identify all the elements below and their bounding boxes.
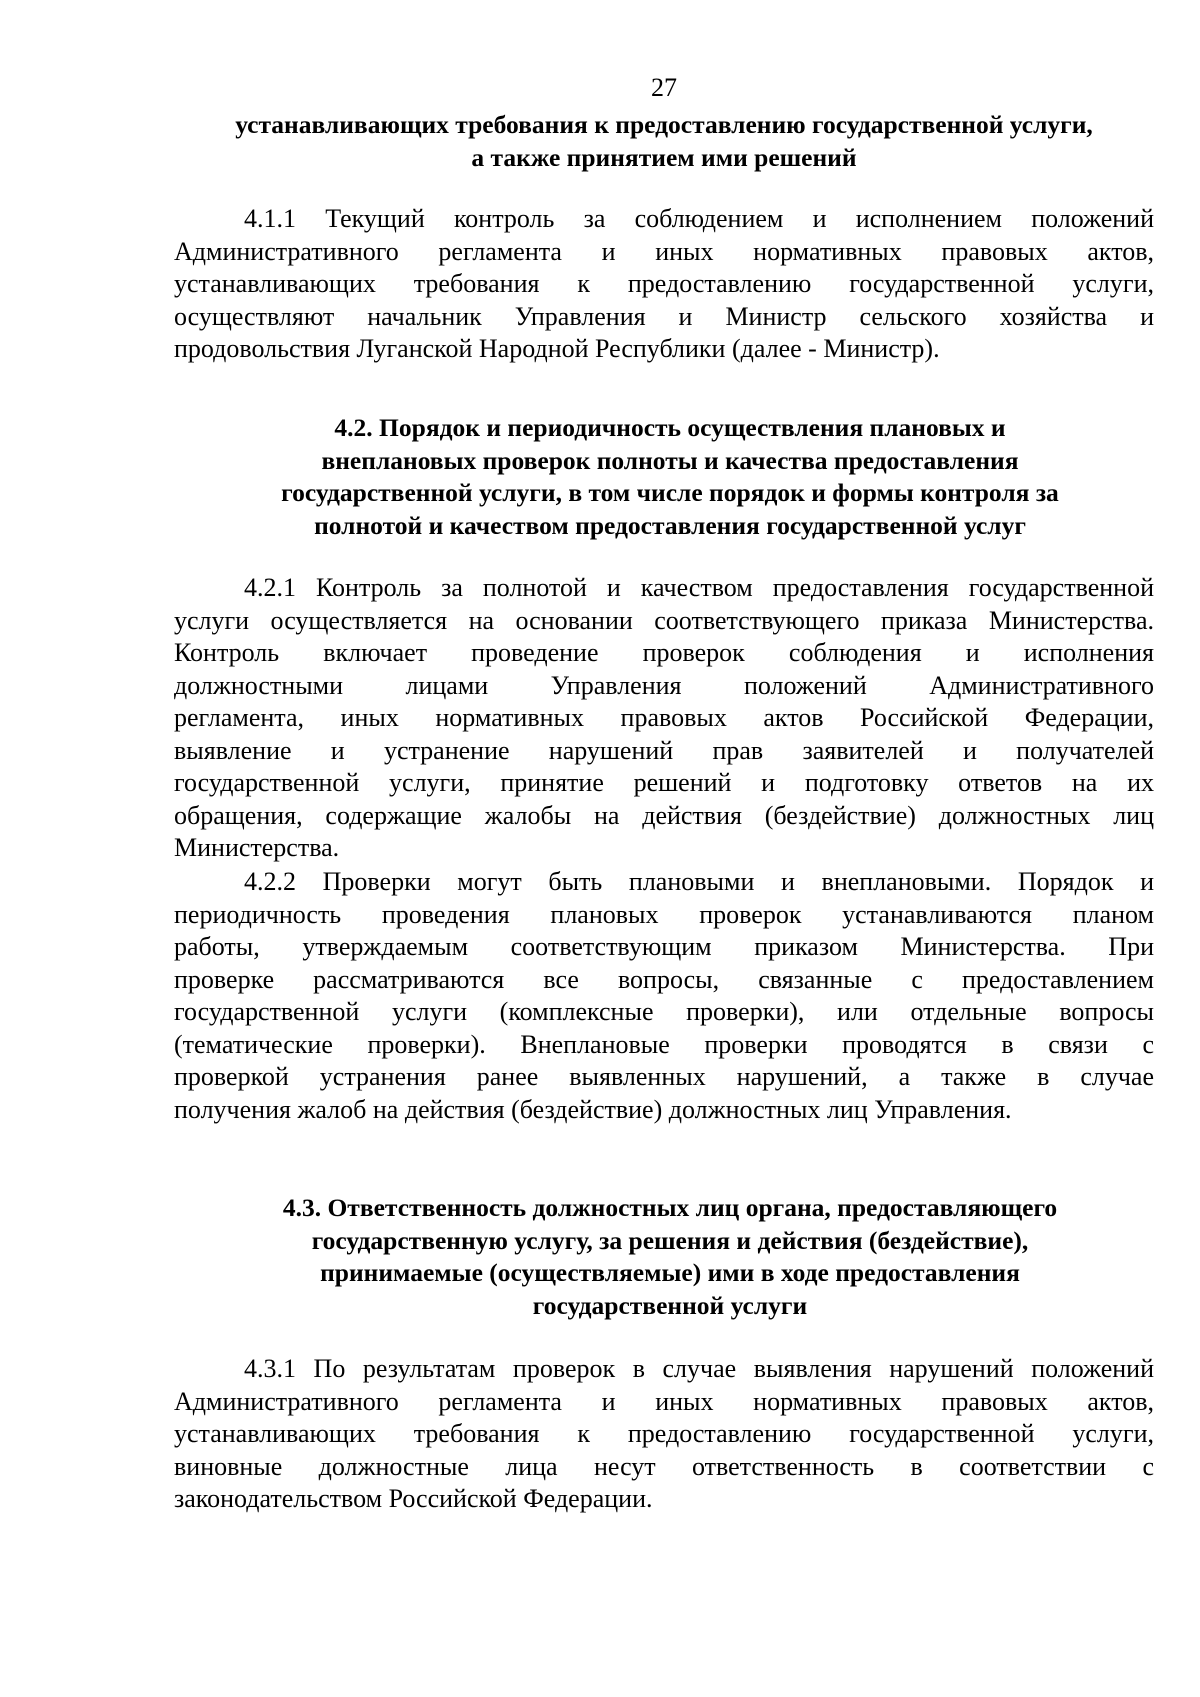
paragraph-line: осуществляют начальник Управления и Министр сельского хозяйства и (174, 301, 1154, 331)
section-heading-4-2 (180, 412, 1160, 542)
section-heading-4-3 (180, 1192, 1160, 1322)
paragraph-4-2-2 (174, 866, 1154, 1126)
paragraph-line: обращения, содержащие жалобы на действия (бездействие) должностных лиц (174, 800, 1154, 830)
paragraph-line: 4.3.1 По результатам проверок в случае выявления нарушений положений (244, 1354, 1154, 1383)
paragraph-line: услуги осуществляется на основании соответствующего приказа Министерства. (174, 605, 1154, 635)
paragraph-4-3-1 (174, 1353, 1154, 1516)
paragraph-line: Контроль включает проведение проверок соблюдения и исполнения (174, 638, 1154, 667)
paragraph-line: должностными лицами Управления положений Административного (174, 670, 1154, 700)
heading-line: государственной услуги, в том числе порядок и формы контроля за (281, 478, 1059, 507)
paragraph-line: устанавливающих требования к предоставлению государственной услуги, (174, 1419, 1154, 1448)
paragraph-line: государственной услуги (комплексные проверки), или отдельные вопросы (174, 997, 1154, 1026)
paragraph-line: работы, утверждаемым соответствующим приказом Министерства. При (174, 932, 1154, 961)
paragraph-line: получения жалоб на действия (бездействие) должностных лиц Управления. (174, 1094, 1012, 1124)
paragraph-line: 4.1.1 Текущий контроль за соблюдением и исполнением положений (244, 204, 1154, 233)
paragraph-line: Административного регламента и иных нормативных правовых актов, (174, 1386, 1154, 1416)
paragraph-line: периодичность проведения плановых проверок устанавливаются планом (174, 899, 1154, 929)
heading-line: 4.3. Ответственность должностных лиц органа, предоставляющего (282, 1193, 1058, 1222)
heading-line: принимаемые (осуществляемые) ими в ходе предоставления (320, 1258, 1020, 1287)
paragraph-line: устанавливающих требования к предоставлению государственной услуги, (174, 269, 1154, 298)
heading-line: устанавливающих требования к предоставлению государственной услуги, (235, 110, 1093, 139)
heading-line: государственной услуги (532, 1290, 808, 1320)
heading-line: внеплановых проверок полноты и качества предоставления (321, 445, 1019, 475)
page-number: 27 (651, 73, 677, 102)
paragraph-4-2-1 (174, 572, 1154, 865)
paragraph-line: Министерства. (174, 833, 340, 862)
paragraph-line: проверкой устранения ранее выявленных нарушений, а также в случае (174, 1062, 1154, 1091)
paragraph-line: (тематические проверки). Внеплановые проверки проводятся в связи с (174, 1029, 1154, 1059)
paragraph-line: государственной услуги, принятие решений и подготовку ответов на их (174, 768, 1154, 797)
document-page (174, 0, 1154, 1697)
paragraph-line: 4.2.1 Контроль за полнотой и качеством предоставления государственной (244, 573, 1154, 602)
heading-line: а также принятием ими решений (471, 142, 857, 172)
heading-line: государственную услугу, за решения и действия (бездействие), (311, 1225, 1029, 1255)
heading-line: полнотой и качеством предоставления государственной услуг (314, 510, 1026, 540)
paragraph-line: проверке рассматриваются все вопросы, связанные с предоставлением (174, 964, 1154, 994)
paragraph-line: 4.2.2 Проверки могут быть плановыми и внеплановыми. Порядок и (244, 867, 1154, 896)
heading-line: 4.2. Порядок и периодичность осуществления плановых и (334, 413, 1006, 442)
paragraph-line: Административного регламента и иных нормативных правовых актов, (174, 236, 1154, 266)
paragraph-line: законодательством Российской Федерации. (174, 1484, 653, 1513)
section-heading-continuation (174, 109, 1154, 174)
paragraph-line: виновные должностные лица несут ответственность в соответствии с (174, 1451, 1154, 1481)
paragraph-line: регламента, иных нормативных правовых актов Российской Федерации, (174, 703, 1154, 732)
paragraph-line: выявление и устранение нарушений прав заявителей и получателей (174, 735, 1154, 765)
paragraph-line: продовольствия Луганской Народной Республики (далее - Министр). (174, 334, 940, 363)
paragraph-4-1-1 (174, 203, 1154, 366)
